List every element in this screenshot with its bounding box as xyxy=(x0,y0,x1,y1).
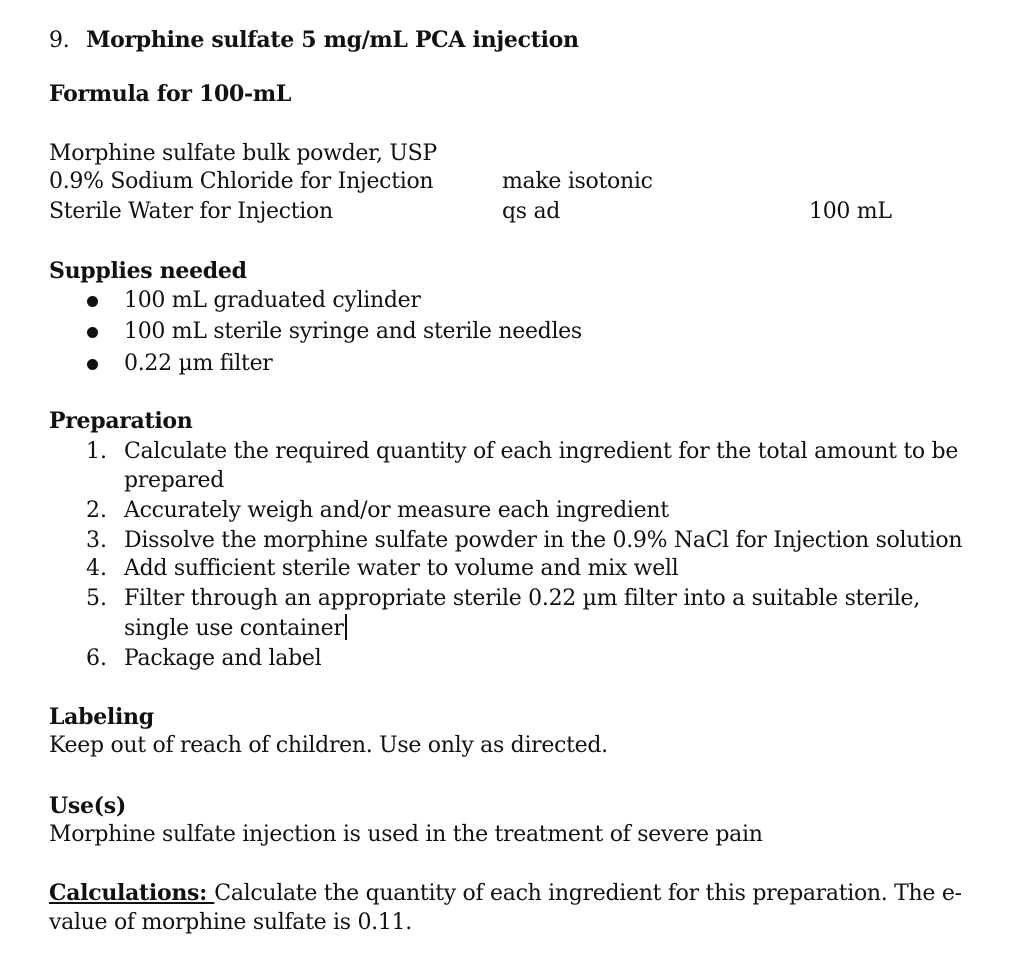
step-2-line-1: Accurately weigh and/or measure each ingredient xyxy=(124,498,669,523)
formula-amount-3: 100 mL xyxy=(809,199,892,224)
step-5-line-2: single use container xyxy=(124,616,344,641)
formula-ingredient-1: Morphine sulfate bulk powder, USP xyxy=(49,141,437,166)
supplies-item-3: 0.22 µm filter xyxy=(124,351,273,376)
step-number-1: 1. xyxy=(86,439,107,464)
text-cursor xyxy=(345,614,347,640)
bullet-icon xyxy=(87,359,98,370)
step-number-3: 3. xyxy=(86,528,107,553)
page-title xyxy=(49,25,579,56)
step-number-4: 4. xyxy=(86,556,107,581)
uses-text: Morphine sulfate injection is used in the treatment of severe pain xyxy=(49,822,763,847)
step-1-line-1: Calculate the required quantity of each ingredient for the total amount to be xyxy=(124,439,959,464)
step-6-line-1: Package and label xyxy=(124,646,322,671)
bullet-icon xyxy=(87,327,98,338)
uses-heading: Use(s) xyxy=(49,793,126,819)
step-number-2: 2. xyxy=(86,498,107,523)
step-1-line-2: prepared xyxy=(124,468,225,493)
formula-ingredient-3: Sterile Water for Injection xyxy=(49,199,333,224)
step-3-line-1: Dissolve the morphine sulfate powder in the 0.9% NaCl for Injection solution xyxy=(124,528,963,553)
calculations-text-1: Calculate the quantity of each ingredient for this preparation. The e- xyxy=(214,881,962,906)
title-number: 9. xyxy=(49,28,70,53)
formula-ingredient-2: 0.9% Sodium Chloride for Injection xyxy=(49,169,434,194)
title-text: Morphine sulfate 5 mg/mL PCA injection xyxy=(86,27,579,53)
supplies-item-2: 100 mL sterile syringe and sterile needles xyxy=(124,319,582,344)
step-number-5: 5. xyxy=(86,586,107,611)
supplies-heading: Supplies needed xyxy=(49,258,247,284)
formula-instruction-3: qs ad xyxy=(502,199,561,224)
supplies-item-1: 100 mL graduated cylinder xyxy=(124,288,421,313)
calculations-line-2: value of morphine sulfate is 0.11. xyxy=(49,910,412,935)
labeling-heading: Labeling xyxy=(49,704,154,730)
step-5-line-1: Filter through an appropriate sterile 0.22 µm filter into a suitable sterile, xyxy=(124,586,920,611)
formula-heading: Formula for 100-mL xyxy=(49,81,292,107)
step-number-6: 6. xyxy=(86,646,107,671)
formula-instruction-2: make isotonic xyxy=(502,169,653,194)
step-4-line-1: Add sufficient sterile water to volume and mix well xyxy=(124,556,679,581)
labeling-text: Keep out of reach of children. Use only as directed. xyxy=(49,733,608,758)
bullet-icon xyxy=(87,296,98,307)
preparation-heading: Preparation xyxy=(49,408,193,434)
step-5-line-2-wrap[interactable] xyxy=(124,614,347,644)
calculations-line-1 xyxy=(49,878,962,909)
calculations-label: Calculations: xyxy=(49,880,215,906)
